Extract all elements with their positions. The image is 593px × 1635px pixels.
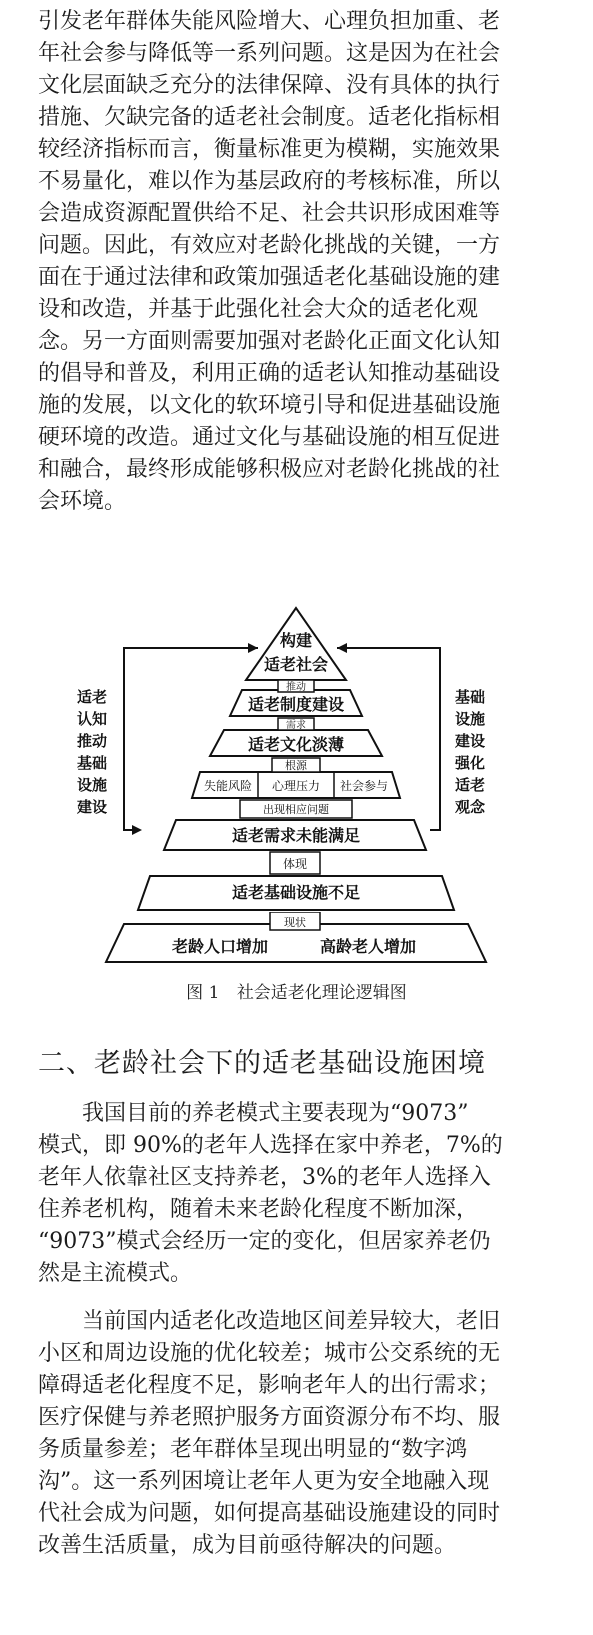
caption-number: 图 1 xyxy=(186,983,220,1003)
left-label-line: 基础 xyxy=(76,754,108,772)
left-label-line: 建设 xyxy=(76,798,108,816)
base-left-label: 老龄人口增加 xyxy=(171,937,269,956)
text-line: 模式，即 90%的老年人选择在家中养老，7%的 xyxy=(38,1133,503,1158)
text-line: 不易量化，难以作为基层政府的考核标准，所以 xyxy=(38,169,501,194)
risk-1-label: 失能风险 xyxy=(203,779,253,793)
text-line: 硬环境的改造。通过文化与基础设施的相互促进 xyxy=(38,425,501,450)
text-line: 和融合，最终形成能够积极应对老龄化挑战的社 xyxy=(38,457,501,482)
apex-line-1: 构建 xyxy=(279,631,313,650)
text-line: 面在于通过法律和政策加强适老化基础设施的建 xyxy=(38,265,501,290)
level-needs-label: 适老需求未能满足 xyxy=(231,826,361,845)
level-infra-label: 适老基础设施不足 xyxy=(231,883,361,902)
text-line: 措施、欠缺完备的适老社会制度。适老化指标相 xyxy=(38,105,501,130)
level-culture-label: 适老文化淡薄 xyxy=(247,735,345,754)
apex-line-2: 适老社会 xyxy=(263,655,329,674)
risk-2-label: 心理压力 xyxy=(271,779,321,793)
text-line: 会环境。 xyxy=(38,489,127,514)
risk-3-label: 社会参与 xyxy=(339,779,389,793)
text-line: 沟”。这一系列困境让老年人更为安全地融入现 xyxy=(38,1469,490,1494)
text-line: 住养老机构，随着未来老龄化程度不断加深， xyxy=(38,1197,479,1222)
connector-problems: 出现相应问题 xyxy=(263,803,329,816)
figure-caption xyxy=(0,978,593,1003)
right-label-line: 强化 xyxy=(454,754,486,772)
caption-text: 社会适老化理论逻辑图 xyxy=(236,983,407,1003)
right-label-line: 基础 xyxy=(454,688,486,706)
text-line: 障碍适老化程度不足，影响老年人的出行需求； xyxy=(38,1373,501,1398)
text-line: 的倡导和普及，利用正确的适老认知推动基础设 xyxy=(38,361,501,386)
left-label-line: 推动 xyxy=(76,732,108,750)
connector-need: 需求 xyxy=(286,720,306,731)
arrow-right-icon xyxy=(248,643,258,653)
text-line: 引发老年群体失能风险增大、心理负担加重、老 xyxy=(38,9,501,34)
text-line: 问题。因此，有效应对老龄化挑战的关键，一方 xyxy=(38,233,501,258)
text-line: 代社会成为问题，如何提高基础设施建设的同时 xyxy=(38,1501,501,1526)
base-right-label: 高龄老人增加 xyxy=(319,937,417,956)
right-label-line: 适老 xyxy=(454,776,486,794)
left-label-line: 认知 xyxy=(76,710,108,728)
pyramid-base xyxy=(0,912,593,972)
level-system-label: 适老制度建设 xyxy=(247,695,345,714)
text-line: 会造成资源配置供给不足、社会共识形成困难等 xyxy=(38,201,501,226)
text-line: 设和改造，并基于此强化社会大众的适老化观 xyxy=(38,297,479,322)
arrow-right-icon xyxy=(337,643,347,653)
text-line: “9073”模式会经历一定的变化，但居家养老仍 xyxy=(38,1229,491,1254)
text-line: 当前国内适老化改造地区间差异较大，老旧 xyxy=(38,1309,501,1334)
text-line: 文化层面缺乏充分的法律保障、没有具体的执行 xyxy=(38,73,501,98)
left-label-line: 适老 xyxy=(76,688,108,706)
section-heading: 二、老龄社会下的适老基础设施困境 xyxy=(38,1048,486,1079)
text-line: 老年人依靠社区支持养老，3%的老年人选择入 xyxy=(38,1165,491,1190)
text-line: 年社会参与降低等一系列问题。这是因为在社会 xyxy=(38,41,501,66)
arrow-left-icon xyxy=(132,825,142,835)
text-line: 务质量参差；老年群体呈现出明显的“数字鸿 xyxy=(38,1437,468,1462)
text-line: 小区和周边设施的优化较差；城市公交系统的无 xyxy=(38,1341,501,1366)
text-line: 我国目前的养老模式主要表现为“9073” xyxy=(38,1101,469,1126)
right-label-line: 观念 xyxy=(454,798,486,816)
left-label-line: 设施 xyxy=(76,776,108,794)
pyramid-diagram xyxy=(0,530,593,930)
text-line: 改善生活质量，成为目前亟待解决的问题。 xyxy=(38,1533,457,1558)
text-line: 施的发展，以文化的软环境引导和促进基础设施 xyxy=(38,393,501,418)
right-label-line: 设施 xyxy=(454,710,486,728)
right-label-line: 建设 xyxy=(454,732,486,750)
text-line: 医疗保健与养老照护服务方面资源分布不均、服 xyxy=(38,1405,501,1430)
text-line: 念。另一方面则需要加强对老龄化正面文化认知 xyxy=(38,329,501,354)
feedback-loop-left xyxy=(124,648,258,830)
connector-status: 现状 xyxy=(284,916,306,929)
connector-root: 根源 xyxy=(285,759,307,772)
text-line: 然是主流模式。 xyxy=(38,1261,193,1286)
text-line: 较经济指标而言，衡量标准更为模糊，实施效果 xyxy=(38,137,501,162)
connector-embody: 体现 xyxy=(282,857,308,871)
connector-push: 推动 xyxy=(286,682,306,693)
